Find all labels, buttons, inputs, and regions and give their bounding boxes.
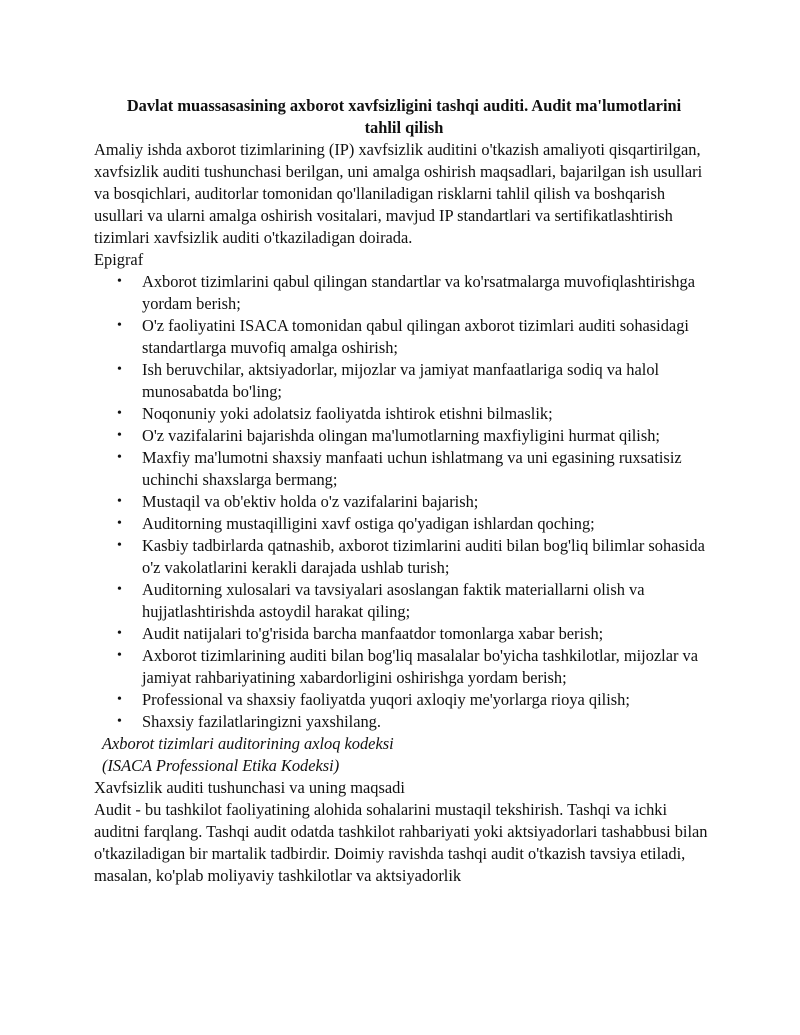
bullet-icon: • [117, 274, 122, 289]
section-heading: Xavfsizlik auditi tushunchasi va uning maqsadi [94, 778, 405, 797]
list-item: • Shaxsiy fazilatlaringizni yaxshilang. [117, 712, 381, 731]
bullet-icon: • [117, 318, 122, 333]
epigraph-label: Epigraf [94, 250, 144, 269]
intro-paragraph: Amaliy ishda axborot tizimlarining (IP) xavfsizlik auditini o'tkazish amaliyoti qisqartirilgan, xavfsizlik auditi tushunchasi berilgan, uni amalga oshirish maqsadlari, bajarilgan ish usullari va bosqichlari, auditorlar tomonidan qo'llaniladigan risklarni tahlil qilish va boshqarish usullari va ularni amalga oshirish vositalari, mavjud IP standartlari va sertifikatlashtirish tizimlari xavfsizlik auditi o'tkaziladigan doirada. [94, 140, 703, 247]
list-item: • Maxfiy ma'lumotni shaxsiy manfaati uchun ishlatmang va uni egasining ruxsatisiz uchinchi shaxslarga bermang; [117, 448, 682, 489]
list-item: • O'z vazifalarini bajarishda olingan ma'lumotlarning maxfiyligini hurmat qilish; [117, 426, 660, 445]
ethics-bullet-list [94, 271, 714, 733]
code-subtitle: (ISACA Professional Etika Kodeksi) [102, 756, 340, 775]
bullet-icon: • [117, 538, 122, 553]
bullet-icon: • [117, 648, 122, 663]
bullet-icon: • [117, 494, 122, 509]
list-item: • Mustaqil va ob'ektiv holda o'z vazifalarini bajarish; [117, 492, 479, 511]
code-title: Axborot tizimlari auditorining axloq kodeksi [102, 734, 394, 753]
bullet-icon: • [117, 362, 122, 377]
list-item: • O'z faoliyatini ISACA tomonidan qabul qilingan axborot tizimlari auditi sohasidagi standartlarga muvofiq amalga oshirish; [117, 316, 689, 357]
list-item: • Kasbiy tadbirlarda qatnashib, axborot tizimlarini auditi bilan bog'liq bilimlar sohasida o'z vakolatlarini kerakli darajada ushlab turish; [117, 536, 705, 577]
bullet-icon: • [117, 626, 122, 641]
section-paragraph: Audit - bu tashkilot faoliyatining alohida sohalarini mustaqil tekshirish. Tashqi va ichki auditni farqlang. Tashqi audit odatda tashkilot rahbariyati yoki aktsiyadorlari tashabbusi bilan o'tkaziladigan bir martalik tadbirdir. Doimiy ravishda tashqi audit o'tkazish tavsiya etiladi, masalan, ko'plab moliyaviy tashkilotlar va aktsiyadorlik [94, 800, 708, 885]
bullet-icon: • [117, 450, 122, 465]
list-item: • Audit natijalari to'g'risida barcha manfaatdor tomonlarga xabar berish; [117, 624, 604, 643]
bullet-icon: • [117, 516, 122, 531]
document-title: Davlat muassasasining axborot xavfsizligini tashqi auditi. Audit ma'lumotlarini tahlil qilish [126, 96, 682, 137]
bullet-icon: • [117, 714, 122, 729]
list-item: • Professional va shaxsiy faoliyatda yuqori axloqiy me'yorlarga rioya qilish; [117, 690, 630, 709]
bullet-icon: • [117, 428, 122, 443]
bullet-icon: • [117, 582, 122, 597]
bullet-icon: • [117, 692, 122, 707]
list-item: • Auditorning xulosalari va tavsiyalari asoslangan faktik materiallarni olish va hujjatlashtirishda astoydil harakat qiling; [117, 580, 645, 621]
list-item: • Axborot tizimlarini qabul qilingan standartlar va ko'rsatmalarga muvofiqlashtirishga yordam berish; [117, 272, 695, 313]
list-item: • Ish beruvchilar, aktsiyadorlar, mijozlar va jamiyat manfaatlariga sodiq va halol munosabatda bo'ling; [117, 360, 660, 401]
list-item: • Auditorning mustaqilligini xavf ostiga qo'yadigan ishlardan qoching; [117, 514, 595, 533]
bullet-icon: • [117, 406, 122, 421]
list-item: • Axborot tizimlarining auditi bilan bog'liq masalalar bo'yicha tashkilotlar, mijozlar va jamiyat rahbariyatining xabardorligini oshirishga yordam berish; [117, 646, 699, 687]
list-item: • Noqonuniy yoki adolatsiz faoliyatda ishtirok etishni bilmaslik; [117, 404, 553, 423]
document-page [94, 95, 714, 887]
